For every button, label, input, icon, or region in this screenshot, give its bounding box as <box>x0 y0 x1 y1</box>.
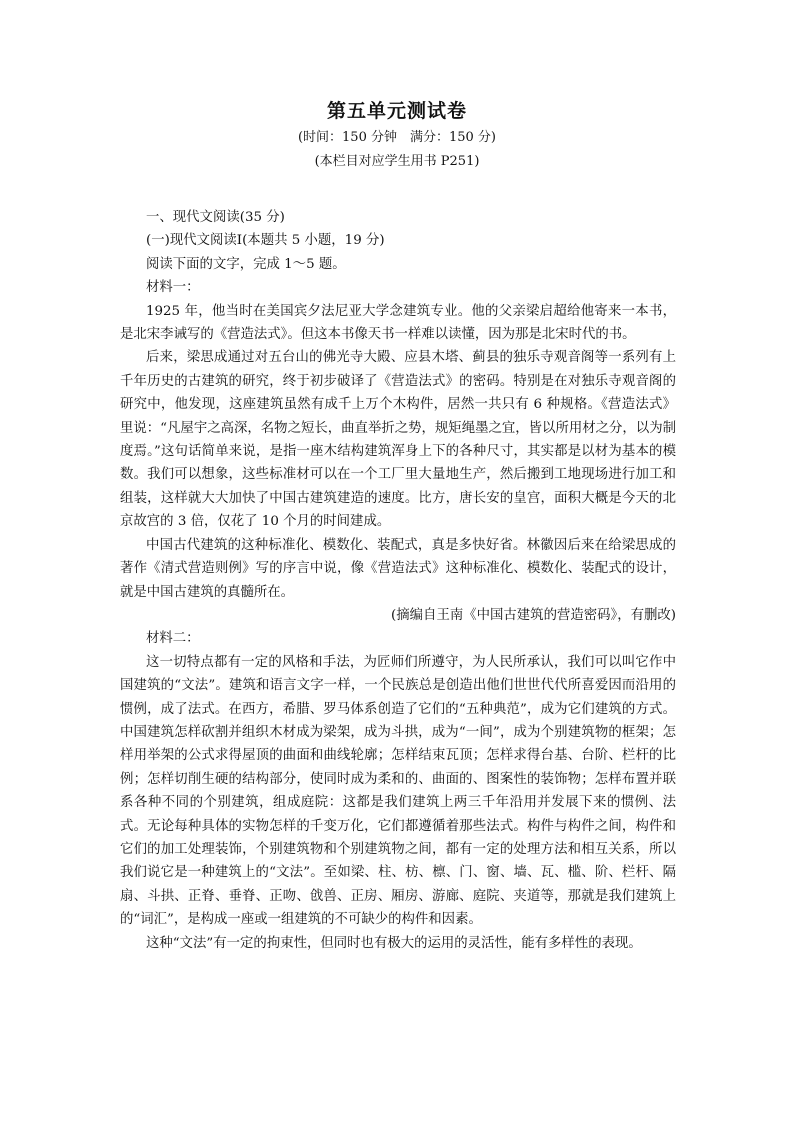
section-heading: 一、现代文阅读(35 分) <box>146 210 285 225</box>
document-header <box>0 96 794 174</box>
reference-note: (本栏目对应学生用书 P251) <box>314 154 480 169</box>
material-one-paragraph: 1925 年，他当时在美国宾夕法尼亚大学念建筑专业。他的父亲梁启超给他寄来一本书，是北宋李诫写的《营造法式》。但这本书像天书一样难以读懂，因为那是北宋时代的书。 <box>120 303 676 343</box>
material-two-paragraph: 这一切特点都有一定的风格和手法，为匠师们所遵守，为人民所承认，我们可以叫它作中国建筑的“文法”。建筑和语言文字一样，一个民族总是创造出他们世世代代所喜爱因而沿用的惯例，成了法式。在西方，希腊、罗马体系创造了它们的“五种典范”，成为它们建筑的方式。中国建筑怎样砍割并组织木材成为梁架，成为斗拱，成为“一间”，成为个别建筑物的框架；怎样用举架的公式求得屋顶的曲面和曲线轮廓；怎样结束瓦顶；怎样求得台基、台阶、栏杆的比例；怎样切削生硬的结构部分，使同时成为柔和的、曲面的、图案性的装饰物；怎样布置并联系各种不同的个别建筑，组成庭院：这都是我们建筑上两三千年沿用并发展下来的惯例、法式。无论每种具体的实物怎样的千变万化，它们都遵循着那些法式。构件与构件之间，构件和它们的加工处理装饰，个别建筑物和个别建筑物之间，都有一定的处理方法和相互关系，所以我们说它是一种建筑上的“文法”。至如梁、柱、枋、檩、门、窗、墙、瓦、槛、阶、栏杆、隔扇、斗拱、正脊、垂脊、正吻、戗兽、正房、厢房、游廊、庭院、夹道等，那就是我们建筑上的“词汇”，是构成一座或一组建筑的不可缺少的构件和因素。 <box>120 654 676 928</box>
material-one-label: 材料一： <box>146 280 200 296</box>
document-body <box>120 206 676 955</box>
time-info: (时间：150 分钟 满分：150 分) <box>297 130 497 145</box>
instruction-text: 阅读下面的文字，完成 1～5 题。 <box>146 256 346 272</box>
section-subheading: (一)现代文阅读Ⅰ(本题共 5 小题，19 分) <box>146 233 385 249</box>
material-two-paragraph: 这种“文法”有一定的拘束性，但同时也有极大的运用的灵活性，能有多样性的表现。 <box>146 935 642 951</box>
page-title: 第五单元测试卷 <box>326 100 467 122</box>
material-two-label: 材料二： <box>146 631 200 647</box>
material-one-paragraph: 中国古代建筑的这种标准化、模数化、装配式，真是多快好省。林徽因后来在给梁思成的著作《清式营造则例》写的序言中说，像《营造法式》这种标准化、模数化、装配式的设计，就是中国古建筑的真髓所在。 <box>120 537 676 600</box>
material-one-paragraph: 后来，梁思成通过对五台山的佛光寺大殿、应县木塔、蓟县的独乐寺观音阁等一系列有上千年历史的古建筑的研究，终于初步破译了《营造法式》的密码。特别是在对独乐寺观音阁的研究中，他发现，这座建筑虽然有成千上万个木构件，居然一共只有 6 种规格。《营造法式》里说：“凡屋宇之高深，名物之短长，曲直举折之势，规矩绳墨之宜，皆以所用材之分，以为制度焉。”这句话简单来说，是指一座木结构建筑浑身上下的各种尺寸，其实都是以材为基本的模数。我们可以想象，这些标准材可以在一个工厂里大量地生产，然后搬到工地现场进行加工和组装，这样就大大加快了中国古建筑建造的速度。比方，唐长安的皇宫，面积大概是今天的北京故宫的 3 倍，仅花了 10 个月的时间建成。 <box>120 350 676 530</box>
material-one-source: (摘编自王南《中国古建筑的营造密码》，有删改) <box>391 607 676 623</box>
